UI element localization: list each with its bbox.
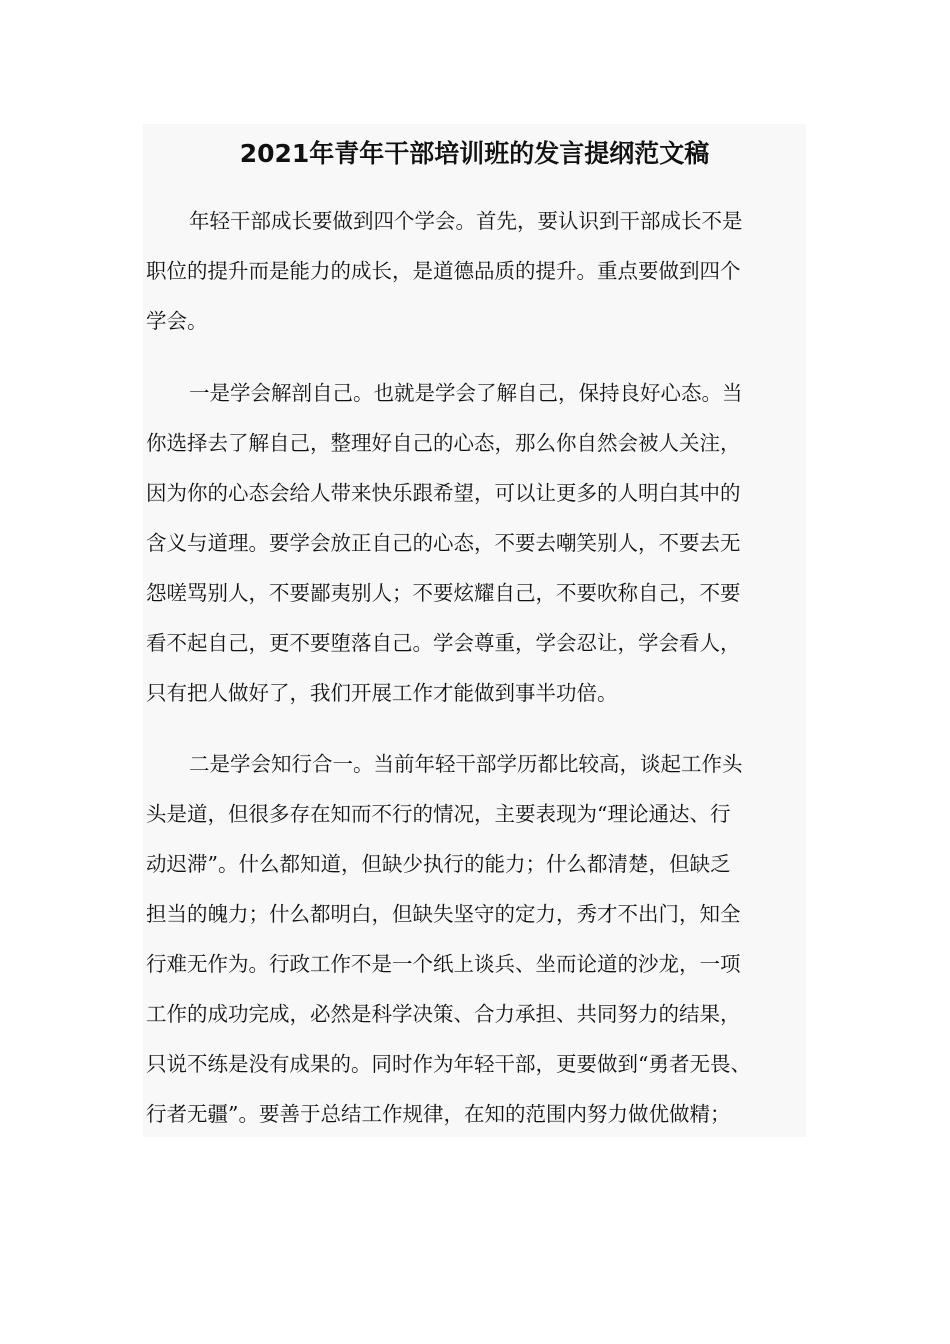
paragraph-line: 只说不练是没有成果的。同时作为年轻干部，更要做到“勇者无畏、: [146, 1052, 751, 1076]
paragraph-line: 因为你的心态会给人带来快乐跟希望，可以让更多的人明白其中的: [146, 481, 741, 505]
paragraph-line: 担当的魄力；什么都明白，但缺失坚守的定力，秀才不出门，知全: [146, 902, 741, 926]
paragraph-line: 只有把人做好了，我们开展工作才能做到事半功倍。: [146, 681, 618, 705]
paragraph-line: 含义与道理。要学会放正自己的心态，不要去嘲笑别人，不要去无: [146, 531, 741, 555]
paragraph-line: 工作的成功完成，必然是科学决策、合力承担、共同努力的结果，: [146, 1002, 741, 1026]
paragraph-line: 怨嗟骂别人，不要鄙夷别人；不要炫耀自己，不要吹称自己，不要: [146, 581, 741, 605]
paragraph-line: 职位的提升而是能力的成长，是道德品质的提升。重点要做到四个: [146, 259, 741, 283]
document-title: 2021年青年干部培训班的发言提纲范文稿: [239, 139, 710, 168]
paragraph-line: 一是学会解剖自己。也就是学会了解自己，保持良好心态。当: [189, 381, 743, 405]
paragraph-line: 行者无疆”。要善于总结工作规律，在知的范围内努力做优做精；: [146, 1102, 731, 1126]
paragraph-line: 你选择去了解自己，整理好自己的心态，那么你自然会被人关注，: [146, 431, 741, 455]
paragraph-line: 学会。: [146, 309, 208, 333]
paragraph-self-analysis: [146, 368, 743, 718]
paragraph-line: 二是学会知行合一。当前年轻干部学历都比较高，谈起工作头: [189, 752, 743, 776]
paragraph-line: 动迟滞”。什么都知道，但缺少执行的能力；什么都清楚，但缺乏: [146, 852, 731, 876]
paragraph-line: 头是道，但很多存在知而不行的情况，主要表现为“理论通达、行: [146, 802, 731, 826]
paragraph-knowledge-action: [146, 739, 751, 1139]
paragraph-intro: [146, 196, 743, 346]
paragraph-line: 年轻干部成长要做到四个学会。首先，要认识到干部成长不是: [189, 209, 743, 233]
paragraph-line: 看不起自己，更不要堕落自己。学会尊重，学会忍让，学会看人，: [146, 631, 741, 655]
paragraph-line: 行难无作为。行政工作不是一个纸上谈兵、坐而论道的沙龙，一项: [146, 952, 741, 976]
